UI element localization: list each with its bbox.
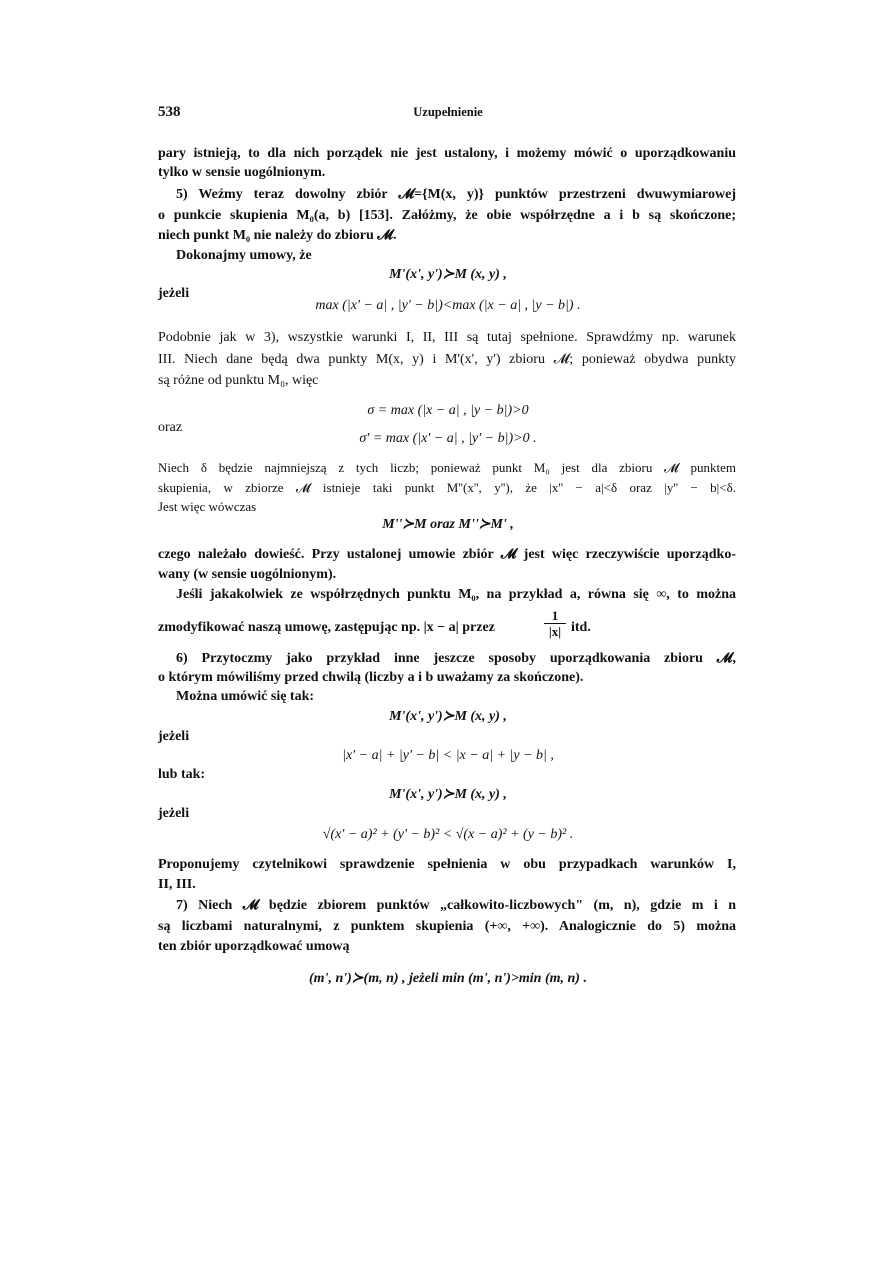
text-line: są różne od punktu M₀, więc [158,373,319,388]
text-line: Jeśli jakakolwiek ze współrzędnych punktu M₀, na przykład a, równa się ∞, to można [176,587,736,602]
text-line: o którym mówiliśmy przed chwilą (liczby a i b uważamy za skończone). [158,670,584,685]
text-line: oraz [158,420,183,435]
formula: M'(x', y')≻M (x, y) , [389,787,507,802]
text-line: Proponujemy czytelnikowi sprawdzenie spełnienia w obu przypadkach warunków I, [158,857,736,872]
fraction [544,609,566,638]
formula: (m', n')≻(m, n) , jeżeli min (m', n')>min (m, n) . [309,971,587,986]
text-line: zmodyfikować naszą umowę, zastępując np. |x − a| przez [158,620,495,635]
formula: |x' − a| + |y' − b| < |x − a| + |y − b| , [342,748,554,763]
formula: M'(x', y')≻M (x, y) , [389,267,507,282]
text-line: jeżeli [158,806,190,821]
page-number: 538 [158,104,181,120]
text-line: jeżeli [158,286,190,301]
text-line: 7) Niech 𝓜 będzie zbiorem punktów „całkowito-liczbowych" (m, n), gdzie m i n [176,898,736,913]
text-line: Niech δ będzie najmniejszą z tych liczb; ponieważ punkt M₀ jest dla zbioru 𝓜 punktem [158,460,736,475]
text-line: ten zbiór uporządkować umową [158,939,350,954]
fraction-numerator: 1 [551,608,559,623]
text-line: jeżeli [158,729,190,744]
text-line: są liczbami naturalnymi, z punktem skupienia (+∞, +∞). Analogicznie do 5) można [158,919,736,934]
text-line: wany (w sensie uogólnionym). [158,567,337,582]
fraction-denominator: |x| [548,624,562,639]
text-line: itd. [571,620,591,635]
text-line: Podobnie jak w 3), wszystkie warunki I, II, III są tutaj spełnione. Sprawdźmy np. warunek [158,330,736,345]
formula: σ' = max (|x' − a| , |y' − b|)>0 . [359,431,537,446]
text-line: tylko w sensie uogólnionym. [158,165,326,180]
text-line: III. Niech dane będą dwa punkty M(x, y) i M'(x', y') zbioru 𝓜; ponieważ obydwa punkty [158,352,736,367]
running-header [158,104,738,124]
text-line: pary istnieją, to dla nich porządek nie jest ustalony, i możemy mówić o uporządkowaniu [158,146,736,161]
formula: σ = max (|x − a| , |y − b|)>0 [367,403,529,418]
text-line: niech punkt M₀ nie należy do zbioru 𝓜. [158,228,397,243]
text-line: o punkcie skupienia M₀(a, b) [153]. Załóżmy, że obie współrzędne a i b są skończone; [158,208,736,223]
text-line: 5) Weźmy teraz dowolny zbiór 𝓜={M(x, y)} punktów przestrzeni dwuwymiarowej [176,187,736,202]
formula: M'(x', y')≻M (x, y) , [389,709,507,724]
text-line: II, III. [158,877,196,892]
text-line: czego należało dowieść. Przy ustalonej umowie zbiór 𝓜 jest więc rzeczywiście uporządko- [158,547,736,562]
text-line: Dokonajmy umowy, że [176,248,312,263]
text-line: Jest więc wówczas [158,499,257,514]
text-line: Można umówić się tak: [176,689,315,704]
text-line: 6) Przytoczmy jako przykład inne jeszcze sposoby uporządkowania zbioru 𝓜, [176,651,736,666]
text-line: skupienia, w zbiorze 𝓜 istnieje taki punkt M''(x'', y''), że |x'' − a|<δ oraz |y'' − b|<δ. [158,480,736,495]
formula: M''≻M oraz M''≻M' , [382,517,514,532]
running-title: Uzupełnienie [413,105,483,119]
text-line: lub tak: [158,767,206,782]
formula: max (|x' − a| , |y' − b|)<max (|x − a| , |y − b|) . [315,298,581,313]
formula: √(x' − a)² + (y' − b)² < √(x − a)² + (y − b)² . [322,827,574,842]
